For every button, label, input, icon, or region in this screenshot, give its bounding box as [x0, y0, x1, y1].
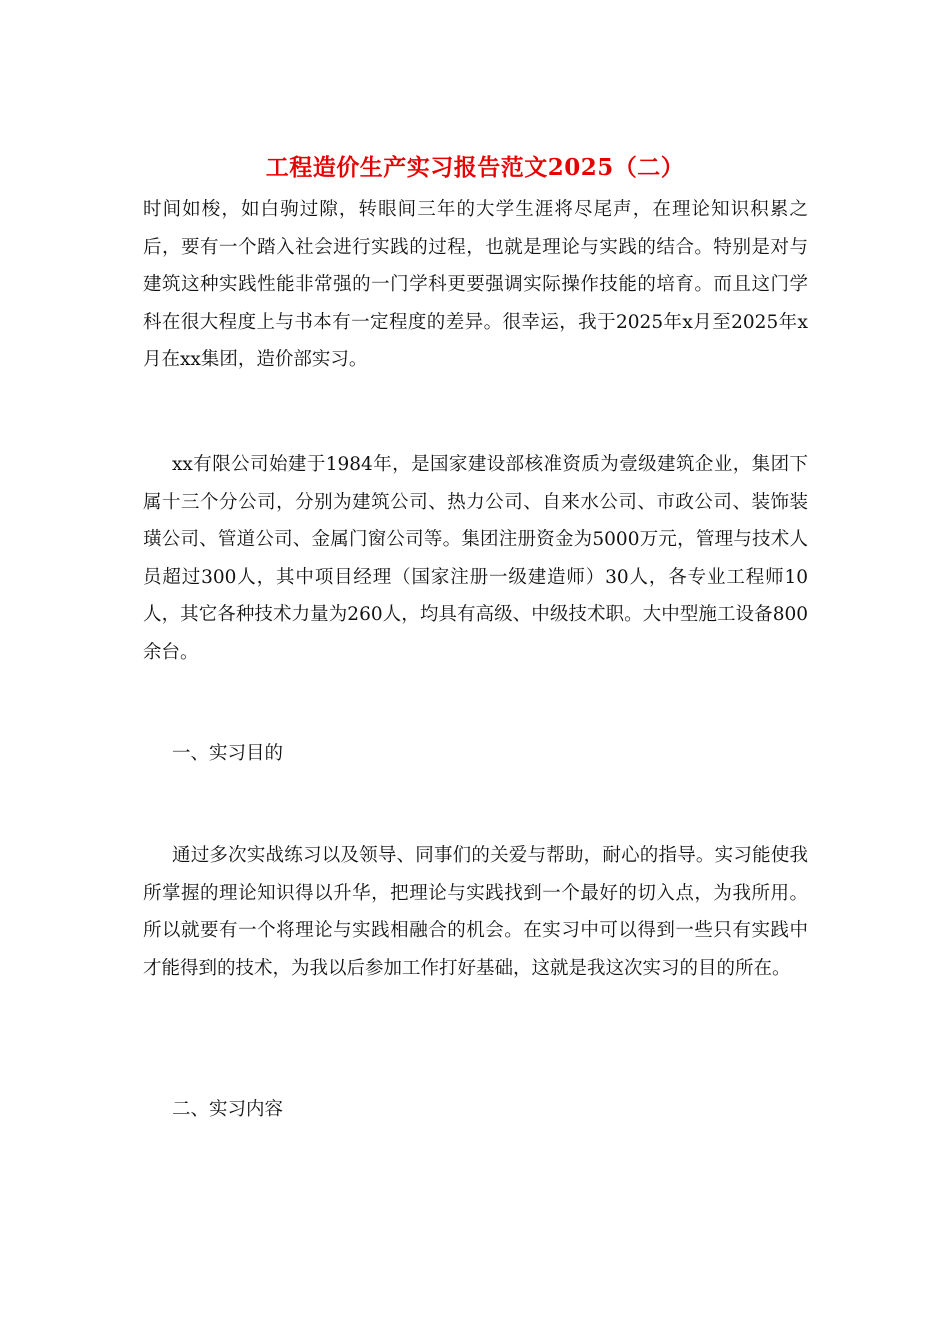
section-heading-purpose: 一、实习目的	[172, 743, 284, 764]
document-title: 工程造价生产实习报告范文2025（二）	[265, 154, 685, 181]
section-heading-content: 二、实习内容	[172, 1099, 284, 1120]
paragraph-company: xx有限公司始建于1984年，是国家建设部核准资质为壹级建筑企业，集团下属十三个分公司，分别为建筑公司、热力公司、自来水公司、市政公司、装饰装璜公司、管道公司、金属门窗公司等。集团注册资金为5000万元，管理与技术人员超过300人，其中项目经理（国家注册一级建造师）30人，各专业工程师10人，其它各种技术力量为260人，均具有高级、中级技术职。大中型施工设备800余台。	[143, 454, 808, 663]
paragraph-intro: 时间如梭，如白驹过隙，转眼间三年的大学生涯将尽尾声，在理论知识积累之后，要有一个踏入社会进行实践的过程，也就是理论与实践的结合。特别是对与建筑这种实践性能非常强的一门学科更要强调实际操作技能的培育。而且这门学科在很大程度上与书本有一定程度的差异。很幸运，我于2025年x月至2025年x月在xx集团，造价部实习。	[143, 199, 808, 370]
paragraph-purpose: 通过多次实战练习以及领导、同事们的关爱与帮助，耐心的指导。实习能使我所掌握的理论知识得以升华，把理论与实践找到一个最好的切入点，为我所用。所以就要有一个将理论与实践相融合的机会。在实习中可以得到一些只有实践中才能得到的技术，为我以后参加工作打好基础，这就是我这次实习的目的所在。	[143, 845, 808, 979]
